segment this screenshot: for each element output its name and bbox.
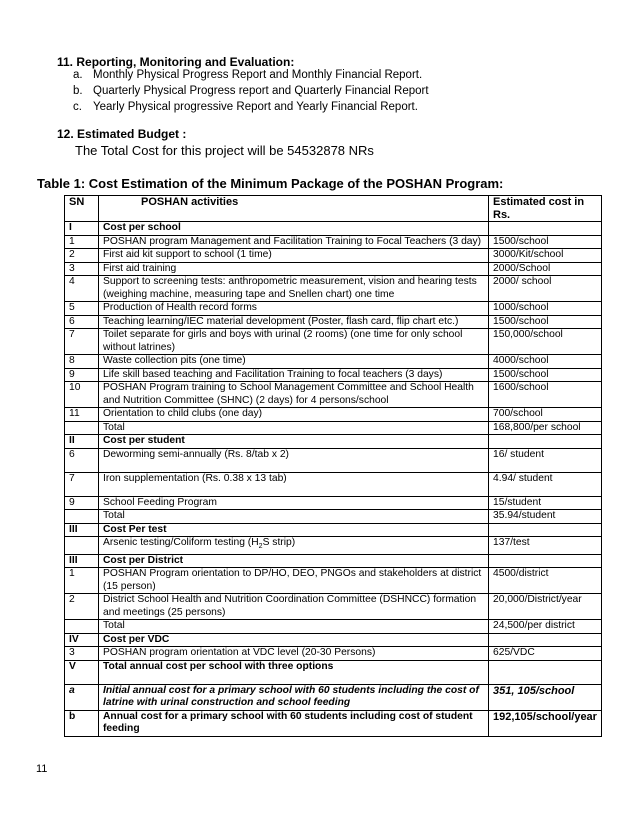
table-row	[65, 382, 602, 408]
budget-heading: 12. Estimated Budget :	[57, 127, 187, 141]
cell-cost: 2000/School	[489, 262, 602, 276]
cell-sn: III	[65, 523, 99, 537]
table-row	[65, 568, 602, 594]
list-item: c. Yearly Physical progressive Report and Yearly Financial Report.	[73, 101, 418, 113]
cell-activity: Production of Health record forms	[99, 302, 489, 316]
cell-cost: 1600/school	[489, 382, 602, 408]
cell-sn: 4	[65, 276, 99, 302]
cell-sn: V	[65, 660, 99, 684]
cell-cost: 1500/school	[489, 235, 602, 249]
cell-sn: III	[65, 554, 99, 568]
cell-activity: Total	[99, 620, 489, 634]
table-row	[65, 329, 602, 355]
table-title: Table 1: Cost Estimation of the Minimum Package of the POSHAN Program:	[37, 176, 504, 191]
cell-activity: POSHAN Program training to School Management Committee and School Health and Nutrition Committee (SHNC) (2 days) for 4 persons/school	[99, 382, 489, 408]
cell-activity: Cost per student	[99, 435, 489, 449]
cell-cost	[489, 660, 602, 684]
cell-sn: 10	[65, 382, 99, 408]
cell-sn: b	[65, 710, 99, 736]
table-header-row	[65, 196, 602, 222]
cell-activity: Support to screening tests: anthropometric measurement, vision and hearing tests (weighing machine, measuring tape and Snellen chart) one time	[99, 276, 489, 302]
cell-activity: Cost per VDC	[99, 633, 489, 647]
table-row	[65, 633, 602, 647]
table-row	[65, 302, 602, 316]
cell-cost	[489, 523, 602, 537]
cell-sn: 8	[65, 355, 99, 369]
table-row	[65, 472, 602, 496]
cell-activity: Cost Per test	[99, 523, 489, 537]
table-row	[65, 594, 602, 620]
cell-activity: Deworming semi-annually (Rs. 8/tab x 2)	[99, 448, 489, 472]
table-row	[65, 368, 602, 382]
cell-cost: 150,000/school	[489, 329, 602, 355]
cell-cost: 16/ student	[489, 448, 602, 472]
cell-cost: 24,500/per district	[489, 620, 602, 634]
cell-sn: 6	[65, 448, 99, 472]
cell-activity: Waste collection pits (one time)	[99, 355, 489, 369]
table-row	[65, 523, 602, 537]
cell-sn: 2	[65, 249, 99, 263]
cell-cost	[489, 554, 602, 568]
cell-cost: 1500/school	[489, 368, 602, 382]
table-row	[65, 421, 602, 435]
cell-activity: Initial annual cost for a primary school with 60 students including the cost of latrine with urinal construction and school feeding	[99, 684, 489, 710]
cell-activity: First aid training	[99, 262, 489, 276]
table-row	[65, 647, 602, 661]
table-row	[65, 408, 602, 422]
cell-sn	[65, 421, 99, 435]
cell-sn	[65, 620, 99, 634]
cell-activity: School Feeding Program	[99, 496, 489, 510]
cell-cost: 192,105/school/year	[489, 710, 602, 736]
cell-cost: 168,800/per school	[489, 421, 602, 435]
cell-cost: 625/VDC	[489, 647, 602, 661]
cell-activity: Toilet separate for girls and boys with urinal (2 rooms) (one time for only school without latrines)	[99, 329, 489, 355]
cell-sn: IV	[65, 633, 99, 647]
cell-sn: I	[65, 222, 99, 236]
table-row	[65, 684, 602, 710]
table-row	[65, 660, 602, 684]
cell-sn: 11	[65, 408, 99, 422]
cell-sn: 1	[65, 568, 99, 594]
cell-sn: 7	[65, 472, 99, 496]
budget-text: The Total Cost for this project will be 54532878 NRs	[75, 143, 374, 158]
cell-cost: 4000/school	[489, 355, 602, 369]
cell-activity: Total annual cost per school with three options	[99, 660, 489, 684]
cell-cost: 4.94/ student	[489, 472, 602, 496]
table-row	[65, 710, 602, 736]
cell-cost: 351, 105/school	[489, 684, 602, 710]
cell-sn: 2	[65, 594, 99, 620]
cell-cost	[489, 222, 602, 236]
cell-cost: 35.94/student	[489, 510, 602, 524]
list-item: b. Quarterly Physical Progress report and Quarterly Financial Report	[73, 85, 429, 97]
list-item: a. Monthly Physical Progress Report and Monthly Financial Report.	[73, 69, 423, 81]
cell-sn	[65, 510, 99, 524]
table-row	[65, 249, 602, 263]
header-sn: SN	[65, 196, 99, 222]
cell-sn: 5	[65, 302, 99, 316]
cost-table	[64, 195, 602, 737]
cell-cost: 700/school	[489, 408, 602, 422]
cell-activity: Cost per school	[99, 222, 489, 236]
cell-cost: 2000/ school	[489, 276, 602, 302]
cell-sn: 7	[65, 329, 99, 355]
cell-activity: First aid kit support to school (1 time)	[99, 249, 489, 263]
cell-activity: Teaching learning/IEC material development (Poster, flash card, flip chart etc.)	[99, 315, 489, 329]
cell-activity: POSHAN program orientation at VDC level (20-30 Persons)	[99, 647, 489, 661]
table-row	[65, 448, 602, 472]
table-row	[65, 435, 602, 449]
table-row	[65, 262, 602, 276]
cell-activity: POSHAN Program orientation to DP/HO, DEO, PNGOs and stakeholders at district (15 person)	[99, 568, 489, 594]
table-row	[65, 496, 602, 510]
cell-sn: 9	[65, 496, 99, 510]
cell-cost: 137/test	[489, 537, 602, 555]
table-row	[65, 355, 602, 369]
header-cost: Estimated cost in Rs.	[489, 196, 602, 222]
cell-activity: Life skill based teaching and Facilitation Training to focal teachers (3 days)	[99, 368, 489, 382]
cell-sn: a	[65, 684, 99, 710]
cell-cost: 1000/school	[489, 302, 602, 316]
cell-cost: 4500/district	[489, 568, 602, 594]
cell-cost	[489, 435, 602, 449]
cell-activity: Total	[99, 421, 489, 435]
cell-activity: Annual cost for a primary school with 60 students including cost of student feeding	[99, 710, 489, 736]
cell-activity: Cost per District	[99, 554, 489, 568]
table-row	[65, 537, 602, 555]
page-number: 11	[36, 763, 48, 775]
cell-activity: District School Health and Nutrition Coordination Committee (DSHNCC) formation and meetings (25 persons)	[99, 594, 489, 620]
cell-cost: 20,000/District/year	[489, 594, 602, 620]
cell-sn: 1	[65, 235, 99, 249]
cell-cost	[489, 633, 602, 647]
table-row	[65, 235, 602, 249]
cell-activity: Orientation to child clubs (one day)	[99, 408, 489, 422]
table-row	[65, 620, 602, 634]
cell-sn: 3	[65, 262, 99, 276]
table-row	[65, 554, 602, 568]
cell-cost: 1500/school	[489, 315, 602, 329]
table-row	[65, 222, 602, 236]
table-row	[65, 315, 602, 329]
table-row	[65, 510, 602, 524]
cell-sn: 9	[65, 368, 99, 382]
reporting-heading: 11. Reporting, Monitoring and Evaluation:	[57, 55, 295, 69]
header-activities: POSHAN activities	[99, 196, 489, 222]
cell-sn: II	[65, 435, 99, 449]
cell-sn: 6	[65, 315, 99, 329]
table-row	[65, 276, 602, 302]
cell-sn: 3	[65, 647, 99, 661]
cell-cost: 15/student	[489, 496, 602, 510]
cell-sn	[65, 537, 99, 555]
cell-activity: POSHAN program Management and Facilitation Training to Focal Teachers (3 day)	[99, 235, 489, 249]
cell-activity: Iron supplementation (Rs. 0.38 x 13 tab)	[99, 472, 489, 496]
cell-cost: 3000/Kit/school	[489, 249, 602, 263]
reporting-list	[73, 67, 429, 115]
cell-activity: Total	[99, 510, 489, 524]
cell-activity: Arsenic testing/Coliform testing ($H_2S$ strip)	[99, 537, 489, 555]
